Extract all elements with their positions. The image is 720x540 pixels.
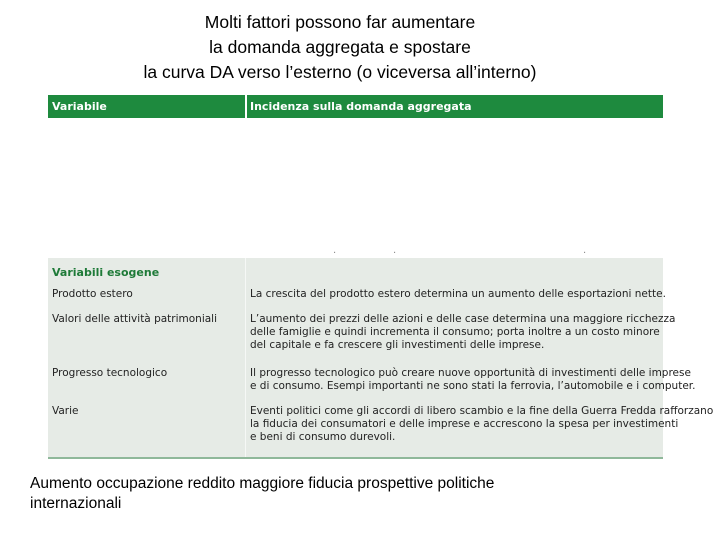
row-description [250, 405, 714, 444]
aggregate-demand-table [48, 95, 714, 457]
row-description [250, 367, 696, 393]
description-line: la fiducia dei consumatori e delle imprese e accrescono la spesa per investimenti [250, 418, 679, 430]
scan-mark: . [393, 245, 397, 256]
description-line: L’aumento dei prezzi delle azioni e delle case determina una maggiore ricchezza [250, 313, 676, 325]
header-separator [245, 95, 247, 118]
table-header [48, 95, 663, 118]
row-variable: Prodotto estero [52, 288, 133, 300]
row-variable: Valori delle attività patrimoniali [52, 313, 218, 325]
description-line: e di consumo. Esempi importanti ne sono stati la ferrovia, l’automobile e i computer. [250, 380, 696, 392]
description-line: e beni di consumo durevoli. [250, 431, 396, 443]
title-line-3: la curva DA verso l’esterno (o viceversa all’interno) [143, 62, 537, 82]
header-variable: Variabile [52, 100, 107, 113]
description-line: Il progresso tecnologico può creare nuove opportunità di investimenti delle imprese [250, 367, 691, 379]
section-title: Variabili esogene [52, 266, 160, 279]
slide-caption [30, 474, 670, 514]
row-description [250, 313, 676, 352]
scan-mark: . [583, 245, 587, 256]
description-line: delle famiglie e quindi incrementa il consumo; porta inoltre a un costo minore [250, 326, 660, 338]
exogenous-section [48, 258, 714, 459]
caption-line-2: internazionali [30, 495, 122, 512]
description-line: Eventi politici come gli accordi di libero scambio e la fine della Guerra Fredda rafforzano [250, 405, 714, 417]
row-description [250, 288, 666, 301]
header-incidence: Incidenza sulla domanda aggregata [250, 100, 472, 113]
description-line: del capitale e fa crescere gli investimenti delle imprese. [250, 339, 545, 351]
title-line-1: Molti fattori possono far aumentare [204, 12, 476, 32]
column-separator [245, 258, 246, 457]
title-line-2: la domanda aggregata e spostare [209, 37, 471, 57]
description-line: La crescita del prodotto estero determina un aumento delle esportazioni nette. [250, 288, 666, 300]
scan-mark: . [333, 245, 337, 256]
row-variable: Varie [52, 405, 79, 417]
slide-title [60, 10, 620, 85]
row-variable: Progresso tecnologico [52, 367, 168, 379]
blank-table-area [48, 118, 663, 258]
caption-line-1: Aumento occupazione reddito maggiore fiducia prospettive politiche [30, 475, 495, 492]
